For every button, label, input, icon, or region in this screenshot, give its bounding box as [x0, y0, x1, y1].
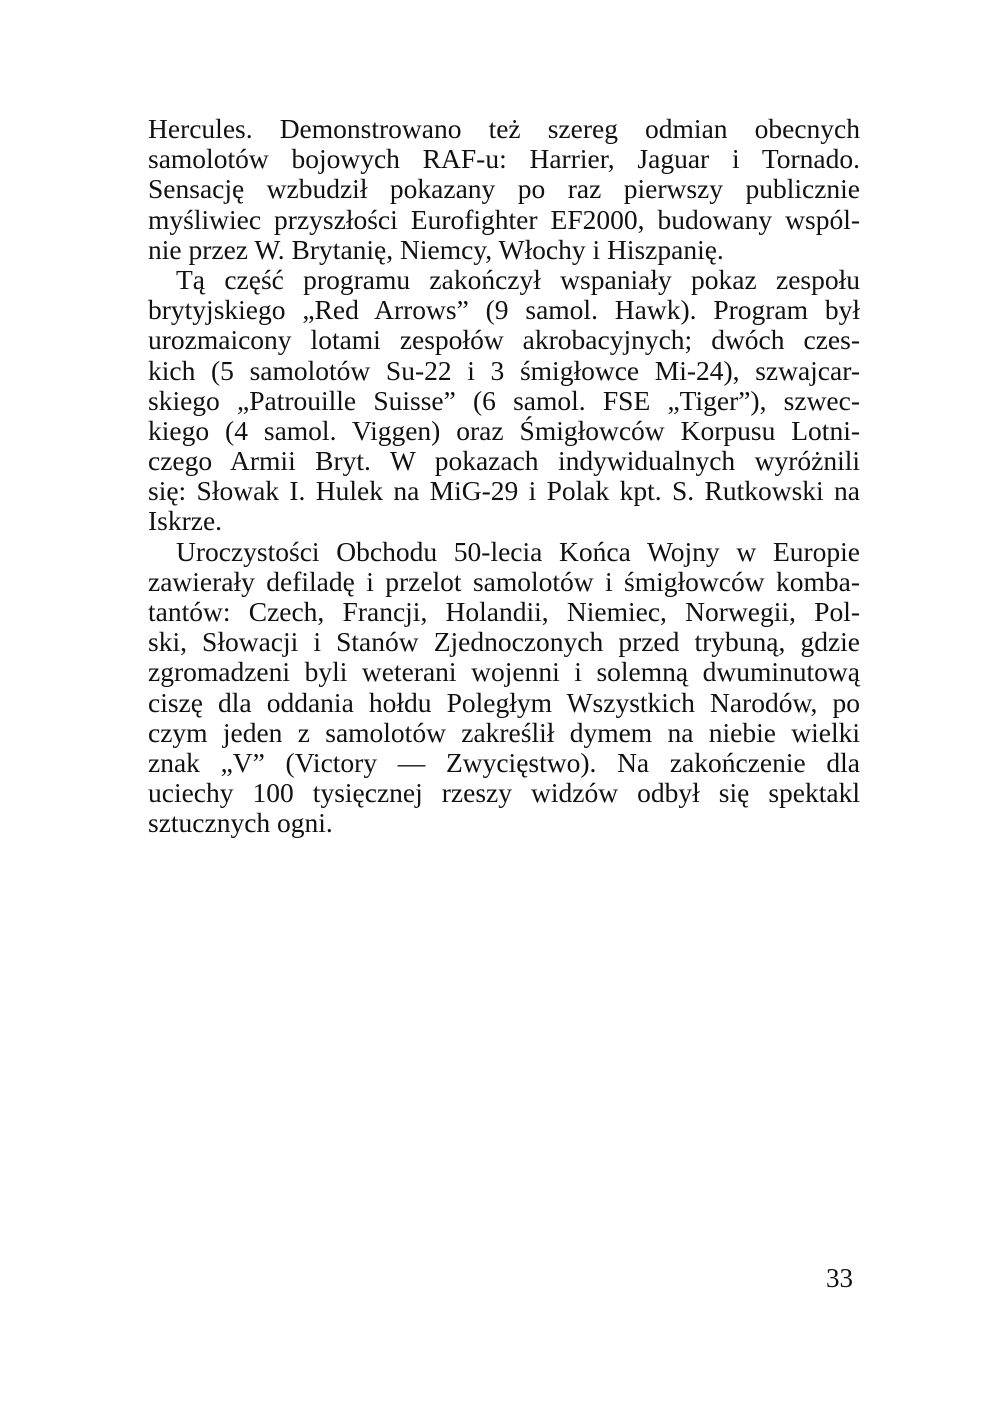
text-line: czym jeden z samolotów zakreślił dymem na niebie wielki	[148, 716, 860, 748]
page-text	[148, 114, 860, 839]
text-line: kich (5 samolotów Su-22 i 3 śmigłowce Mi-24), szwajcar-	[148, 354, 860, 386]
text-line: sztucznych ogni.	[148, 807, 333, 839]
text-line: się: Słowak I. Hulek na MiG-29 i Polak kpt. S. Rutkowski na	[148, 475, 860, 507]
text-line: ski, Słowacji i Stanów Zjednoczonych przed trybuną, gdzie	[148, 626, 860, 658]
text-line: ciszę dla oddania hołdu Poległym Wszystkich Narodów, po	[148, 686, 860, 718]
text-line: Hercules. Demonstrowano też szereg odmian obecnych	[148, 113, 860, 144]
text-line: Uroczystości Obchodu 50-lecia Końca Wojny w Europie	[176, 535, 860, 567]
text-line: skiego „Patrouille Suisse” (6 samol. FSE „Tiger”), szwec-	[148, 384, 860, 416]
text-line: czego Armii Bryt. W pokazach indywidualnych wyróżnili	[148, 445, 860, 477]
text-line: samolotów bojowych RAF-u: Harrier, Jaguar i Tornado.	[148, 143, 860, 175]
text-line: kiego (4 samol. Viggen) oraz Śmigłowców Korpusu Lotni-	[148, 414, 860, 446]
text-line: myśliwiec przyszłości Eurofighter EF2000, budowany wspól-	[148, 203, 860, 235]
text-line: znak „V” (Victory — Zwycięstwo). Na zakończenie dla	[148, 746, 860, 778]
page-number: 33	[826, 1263, 853, 1293]
text-line: brytyjskiego „Red Arrows” (9 samol. Hawk). Program był	[148, 294, 860, 326]
text-line: urozmaicony lotami zespołów akrobacyjnych; dwóch czes-	[148, 324, 860, 356]
text-line: Iskrze.	[148, 505, 223, 537]
text-line: Tą część programu zakończył wspaniały pokaz zespołu	[176, 263, 860, 295]
text-line: zgromadzeni byli weterani wojenni i solemną dwuminutową	[148, 656, 860, 688]
paragraph-3	[148, 537, 860, 839]
text-line: Sensację wzbudził pokazany po raz pierwszy publicznie	[148, 173, 860, 205]
paragraph-2	[148, 265, 860, 537]
text-line: uciechy 100 tysięcznej rzeszy widzów odbył się spektakl	[148, 777, 860, 809]
text-line: zawierały defiladę i przelot samolotów i śmigłowców komba-	[148, 565, 860, 597]
text-line: nie przez W. Brytanię, Niemcy, Włochy i Hiszpanię.	[148, 233, 724, 265]
paragraph-1	[148, 114, 860, 265]
text-line: tantów: Czech, Francji, Holandii, Niemiec, Norwegii, Pol-	[148, 596, 860, 627]
